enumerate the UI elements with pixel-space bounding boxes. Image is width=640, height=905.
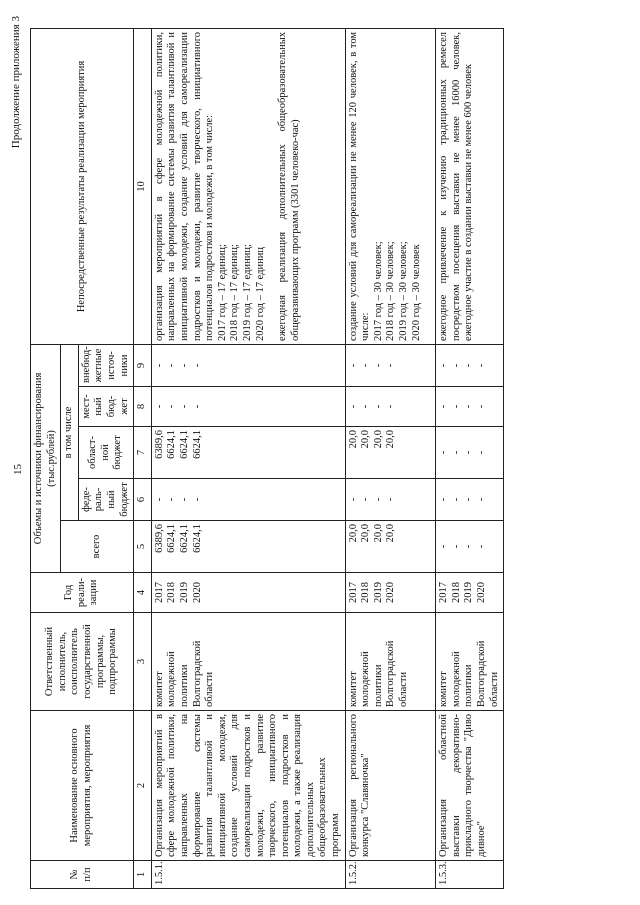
measure-name: Организация областной выставки декоративно-прикладного творчества "Диво дивное" [436,711,504,861]
year-value: 2018 [450,582,462,603]
local-value: - [166,404,178,409]
header-extrabudget: внебюд-жетные источ-ники [78,344,133,386]
regional-value: - [438,450,450,455]
result-item: 2020 год – 30 человек [410,244,422,341]
responsible: комитет молодежной политики Волгоградской области [151,613,345,711]
col-number: 5 [134,521,152,573]
local-value: - [178,404,190,409]
federal-cell [345,479,436,521]
extrabudget-value: - [372,363,384,368]
year-value: 2017 [153,582,165,603]
total-value: 20,0 [372,524,384,543]
result-item: 2018 год – 30 человек; [385,241,397,341]
regional-value: 6624,1 [191,430,203,459]
header-responsible: Ответственный исполнитель, соисполнитель государственной программы, подпрограммы [31,613,134,711]
local-value: - [347,404,359,409]
extrabudget-value: - [347,363,359,368]
local-value: - [153,404,165,409]
extrabudget-cell [436,344,504,386]
federal-value: - [360,497,372,502]
year-value: 2017 [347,582,359,603]
header-including: в том числе [61,344,79,520]
years-cell [436,573,504,613]
extrabudget-value: - [476,363,487,368]
extrabudget-value: - [178,363,190,368]
federal-value: - [450,497,462,502]
total-value: 20,0 [360,524,372,543]
federal-value: - [153,497,165,502]
year-value: 2019 [372,582,384,603]
continuation-label: Продолжение приложения 3 [10,16,22,149]
result-text: ежегодная реализация дополнительных общеобразовательных общеразвивающих программ (3301 человеко-час) [277,31,301,341]
regional-value: 6624,1 [178,430,190,459]
row-number: 1.5.3. [436,861,504,889]
federal-value: - [191,497,203,502]
col-number: 6 [134,479,152,521]
total-value: 6624,1 [166,524,178,553]
result-text: ежегодное привлечение к изучению традиционных ремесел посредством посещения выставки не менее 16000 человек, ежегодное участие в создании выставки не менее 600 человек [438,31,475,341]
year-value: 2018 [166,582,178,603]
total-value: - [450,544,462,549]
result-text: организация мероприятий в сфере молодежной политики, направленных на формирование системы развития талантливой и инициативной молодежи, создание условий для самореализации подростков и молодежи, развитие творческого, инициативного потенциалов подростков и молодежи, в том числе: [153,31,216,341]
regional-cell [345,427,436,479]
year-value: 2020 [476,582,487,603]
local-value: - [450,404,462,409]
extrabudget-value: - [360,363,372,368]
col-number: 2 [134,711,152,861]
local-value: - [463,404,475,409]
total-value: 6389,6 [153,524,165,553]
header-year: Год реали-зации [31,573,134,613]
federal-value: - [476,497,487,502]
year-value: 2020 [191,582,203,603]
row-number: 1.5.2. [345,861,436,889]
local-value: - [385,404,397,409]
year-value: 2018 [360,582,372,603]
regional-value: - [476,450,487,455]
total-cell [345,521,436,573]
measure-name: Организация регионального конкурса "Славяночка" [345,711,436,861]
year-value: 2019 [178,582,190,603]
year-value: 2019 [463,582,475,603]
regional-cell [436,427,504,479]
regional-value: - [463,450,475,455]
row-number: 1.5.1. [151,861,345,889]
federal-value: - [347,497,359,502]
extrabudget-cell [151,344,345,386]
extrabudget-value: - [463,363,475,368]
results-cell [151,28,345,344]
extrabudget-value: - [191,363,203,368]
col-number: 9 [134,344,152,386]
result-item: 2017 год – 17 единиц; [216,244,228,341]
measures-table [30,28,504,889]
col-number: 7 [134,427,152,479]
result-item: 2017 год – 30 человек; [372,241,384,341]
extrabudget-value: - [166,363,178,368]
total-value: 20,0 [347,524,359,543]
regional-value: - [450,450,462,455]
col-number: 3 [134,613,152,711]
page-number: 15 [12,464,24,475]
col-number: 4 [134,573,152,613]
year-value: 2017 [438,582,450,603]
total-cell [436,521,504,573]
col-number: 8 [134,387,152,427]
result-item: 2019 год – 17 единиц; [241,244,253,341]
federal-value: - [372,497,384,502]
local-cell [436,387,504,427]
local-value: - [372,404,384,409]
header-local: мест-ный бюд-жет [78,387,133,427]
header-total: всего [61,521,134,573]
responsible: комитет молодежной политики Волгоградской области [436,613,504,711]
extrabudget-cell [345,344,436,386]
local-value: - [476,404,487,409]
result-item: 2019 год – 30 человек; [398,241,410,341]
total-value: - [438,544,450,549]
total-value: 6624,1 [191,524,203,553]
header-name: Наименование основного мероприятия, мероприятия [31,711,134,861]
header-num: № п/п [31,861,134,889]
local-value: - [360,404,372,409]
extrabudget-value: - [385,363,397,368]
results-cell [345,28,436,344]
total-value: - [476,544,487,549]
federal-cell [436,479,504,521]
regional-value: 20,0 [360,430,372,449]
total-cell [151,521,345,573]
local-cell [345,387,436,427]
local-cell [151,387,345,427]
years-cell [345,573,436,613]
total-value: 20,0 [385,524,397,543]
col-number: 10 [134,28,152,344]
results-cell [436,28,504,344]
table-row [436,28,504,888]
regional-value: 20,0 [372,430,384,449]
table-row [151,28,345,888]
federal-value: - [438,497,450,502]
header-regional: област-ной бюджет [78,427,133,479]
total-value: 6624,1 [178,524,190,553]
regional-value: 20,0 [347,430,359,449]
extrabudget-value: - [153,363,165,368]
header-federal: феде-раль-ный бюджет [78,479,133,521]
regional-value: 6389,6 [153,430,165,459]
years-cell [151,573,345,613]
regional-value: 20,0 [385,430,397,449]
local-value: - [438,404,450,409]
regional-value: 6624,1 [166,430,178,459]
federal-value: - [463,497,475,502]
total-value: - [463,544,475,549]
result-item: 2020 год – 17 единиц [254,247,266,341]
extrabudget-value: - [438,363,450,368]
responsible: комитет молодежной политики Волгоградской области [345,613,436,711]
year-value: 2020 [385,582,397,603]
local-value: - [191,404,203,409]
extrabudget-value: - [450,363,462,368]
header-results: Непосредственные результаты реализации мероприятия [31,28,134,344]
measure-name: Организация мероприятий в сфере молодежной политики, направленных на формирование системы развития талантливой и инициативной молодежи, создание условий для самореализации подростков и молодежи, развитие творческого, инициативного потенциалов подростков и молодежи, а также реализация дополнительных общеобразовательных программ [151,711,345,861]
header-finance: Объемы и источники финансирования (тыс.рублей) [31,344,61,572]
federal-cell [151,479,345,521]
col-number: 1 [134,861,152,889]
federal-value: - [178,497,190,502]
result-item: 2018 год – 17 единиц; [229,244,241,341]
federal-value: - [166,497,178,502]
result-text: создание условий для самореализации не менее 120 человек, в том числе: [347,31,372,341]
table-row [345,28,436,888]
federal-value: - [385,497,397,502]
regional-cell [151,427,345,479]
